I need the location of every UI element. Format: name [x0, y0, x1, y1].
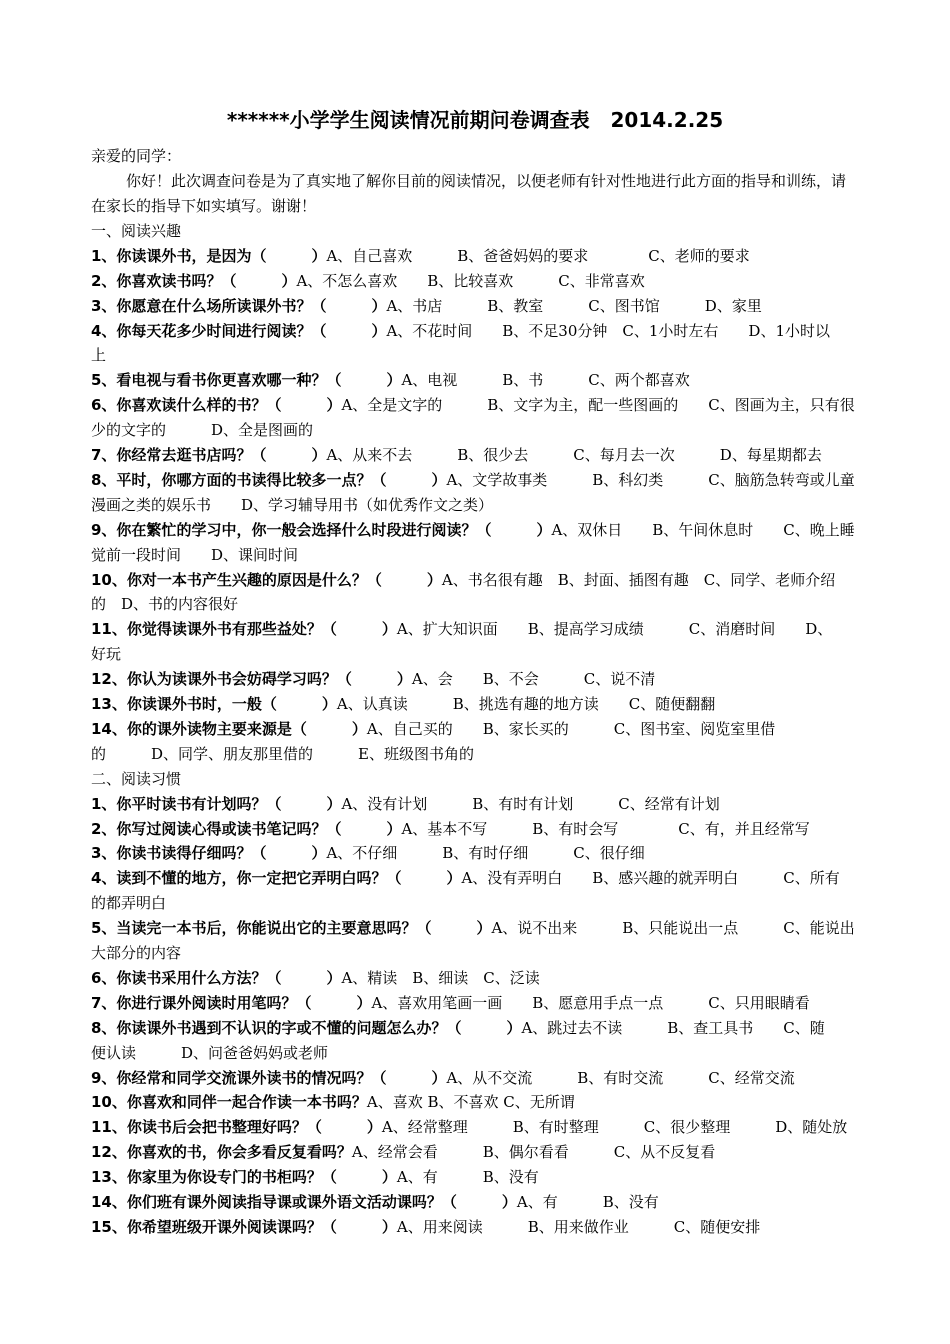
- answer-options: A、喜欢 B、不喜欢 C、无所谓: [366, 1093, 575, 1111]
- answer-options: A、基本不写 B、有时会写 C、有，并且经常写: [401, 820, 810, 838]
- question-continuation: [91, 495, 883, 515]
- greeting: 亲爱的同学：: [91, 147, 182, 165]
- question-text: 15、你希望班级开课外阅读课吗？（ ）: [91, 1218, 397, 1236]
- answer-options: A、用来阅读 B、用来做作业 C、随便安排: [396, 1218, 761, 1236]
- question-continuation: [91, 594, 883, 614]
- answer-options: A、经常整理 B、有时整理 C、很少整理 D、随处放: [381, 1118, 848, 1136]
- answer-options: 的 D、同学、朋友那里借的 E、班级图书角的: [91, 745, 474, 763]
- question-text: 4、读到不懂的地方，你一定把它弄明白吗？（ ）: [91, 869, 462, 887]
- question-text: 6、你喜欢读什么样的书？（ ）: [91, 396, 342, 414]
- question-line: [91, 619, 883, 639]
- answer-options: A、没有计划 B、有时有计划 C、经常有计划: [341, 795, 720, 813]
- question-line: [91, 719, 883, 739]
- question-line: [91, 246, 883, 266]
- answer-options: A、有 B、没有: [396, 1168, 539, 1186]
- answer-options: 便认读 D、问爸爸妈妈或老师: [91, 1044, 329, 1062]
- question-text: 1、你读课外书，是因为（ ）: [91, 247, 327, 265]
- question-text: 7、你经常去逛书店吗？（ ）: [91, 446, 327, 464]
- question-text: 9、你经常和同学交流课外读书的情况吗？（ ）: [91, 1069, 447, 1087]
- intro-line-2: 在家长的指导下如实填写。谢谢！: [91, 197, 317, 215]
- question-continuation: [91, 644, 883, 664]
- question-continuation: [91, 893, 883, 913]
- answer-options: A、文学故事类 B、科幻类 C、脑筋急转弯或儿童: [446, 471, 855, 489]
- question-text: 14、你们班有课外阅读指导课或课外语文活动课吗？（ ）: [91, 1193, 517, 1211]
- question-line: [91, 819, 883, 839]
- answer-options: A、跳过去不读 B、查工具书 C、随: [521, 1019, 825, 1037]
- question-continuation: [91, 345, 883, 365]
- answer-options: A、有 B、没有: [516, 1193, 659, 1211]
- question-text: 12、你喜欢的书，你会多看反复看吗？: [91, 1143, 352, 1161]
- answer-options: A、自己喜欢 B、爸爸妈妈的要求 C、老师的要求: [326, 247, 750, 265]
- answer-options: A、扩大知识面 B、提高学习成绩 C、消磨时间 D、: [396, 620, 833, 638]
- question-line: [91, 968, 883, 988]
- question-text: 8、你读课外书遇到不认识的字或不懂的问题怎么办？（ ）: [91, 1019, 522, 1037]
- question-text: 9、你在繁忙的学习中，你一般会选择什么时段进行阅读？（ ）: [91, 521, 552, 539]
- question-continuation: [91, 545, 883, 565]
- question-line: [91, 993, 883, 1013]
- answer-options: A、认真读 B、挑选有趣的地方读 C、随便翻翻: [336, 695, 716, 713]
- question-text: 5、看电视与看书你更喜欢哪一种？（ ）: [91, 371, 402, 389]
- question-line: [91, 296, 883, 316]
- answer-options: 少的文字的 D、全是图画的: [91, 421, 314, 439]
- question-continuation: [91, 744, 883, 764]
- question-line: [91, 1117, 883, 1137]
- question-text: 11、你读书后会把书整理好吗？（ ）: [91, 1118, 382, 1136]
- question-text: 5、当读完一本书后，你能说出它的主要意思吗？（ ）: [91, 919, 492, 937]
- answer-options: 的都弄明白: [91, 894, 167, 912]
- answer-options: A、电视 B、书 C、两个都喜欢: [401, 371, 690, 389]
- question-text: 10、你对一本书产生兴趣的原因是什么？（ ）: [91, 571, 442, 589]
- question-text: 7、你进行课外阅读时用笔吗？（ ）: [91, 994, 372, 1012]
- question-text: 2、你写过阅读心得或读书笔记吗？（ ）: [91, 820, 402, 838]
- answer-options: A、精读 B、细读 C、泛读: [341, 969, 540, 987]
- question-line: [91, 1142, 883, 1162]
- answer-options: A、不仔细 B、有时仔细 C、很仔细: [326, 844, 645, 862]
- question-line: [91, 868, 883, 888]
- question-continuation: [91, 943, 883, 963]
- answer-options: A、不怎么喜欢 B、比较喜欢 C、非常喜欢: [296, 272, 645, 290]
- question-text: 13、你家里为你设专门的书柜吗？（ ）: [91, 1168, 397, 1186]
- question-text: 8、平时，你哪方面的书读得比较多一点？（ ）: [91, 471, 447, 489]
- answer-options: 大部分的内容: [91, 944, 182, 962]
- answer-options: A、会 B、不会 C、说不清: [411, 670, 656, 688]
- answer-options: A、说不出来 B、只能说出一点 C、能说出: [491, 919, 855, 937]
- answer-options: A、不花时间 B、不足30分钟 C、1小时左右 D、1小时以: [386, 322, 830, 340]
- answer-options: 的 D、书的内容很好: [91, 595, 239, 613]
- question-text: 4、你每天花多少时间进行阅读？（ ）: [91, 322, 387, 340]
- answer-options: 漫画之类的娱乐书 D、学习辅导用书（如优秀作文之类）: [91, 496, 494, 514]
- question-continuation: [91, 1043, 883, 1063]
- question-continuation: [91, 420, 883, 440]
- intro-line-1: 你好！此次调查问卷是为了真实地了解你目前的阅读情况，以便老师有针对性地进行此方面的指导和训练，请: [126, 172, 847, 190]
- question-line: [91, 520, 883, 540]
- question-text: 10、你喜欢和同伴一起合作读一本书吗？: [91, 1093, 367, 1111]
- question-line: [91, 1068, 883, 1088]
- question-text: 6、你读书采用什么方法？（ ）: [91, 969, 342, 987]
- question-line: [91, 1167, 883, 1187]
- answer-options: A、双休日 B、午间休息时 C、晚上睡: [551, 521, 855, 539]
- question-line: [91, 843, 883, 863]
- question-line: [91, 669, 883, 689]
- answer-options: A、从不交流 B、有时交流 C、经常交流: [446, 1069, 795, 1087]
- question-text: 12、你认为读课外书会妨碍学习吗？（ ）: [91, 670, 412, 688]
- question-line: [91, 1217, 883, 1237]
- question-text: 3、你愿意在什么场所读课外书？（ ）: [91, 297, 387, 315]
- question-line: [91, 794, 883, 814]
- answer-options: A、书名很有趣 B、封面、插图有趣 C、同学、老师介绍: [441, 571, 836, 589]
- answer-options: A、没有弄明白 B、感兴趣的就弄明白 C、所有: [461, 869, 840, 887]
- question-line: [91, 1092, 883, 1112]
- question-text: 2、你喜欢读书吗？（ ）: [91, 272, 297, 290]
- answer-options: A、书店 B、教室 C、图书馆 D、家里: [386, 297, 762, 315]
- section-heading: 二、阅读习惯: [91, 770, 182, 788]
- question-line: [91, 470, 883, 490]
- question-line: [91, 1192, 883, 1212]
- question-line: [91, 370, 883, 390]
- answer-options: 上: [91, 346, 107, 364]
- question-text: 1、你平时读书有计划吗？（ ）: [91, 795, 342, 813]
- question-text: 14、你的课外读物主要来源是（ ）: [91, 720, 367, 738]
- question-line: [91, 321, 883, 341]
- answer-options: A、全是文字的 B、文字为主，配一些图画的 C、图画为主，只有很: [341, 396, 855, 414]
- page-title: ******小学学生阅读情况前期问卷调查表 2014.2.25: [226, 108, 724, 132]
- question-line: [91, 445, 883, 465]
- question-text: 11、你觉得读课外书有那些益处？（ ）: [91, 620, 397, 638]
- answer-options: 好玩: [91, 645, 122, 663]
- question-text: 3、你读书读得仔细吗？（ ）: [91, 844, 327, 862]
- answer-options: A、喜欢用笔画一画 B、愿意用手点一点 C、只用眼睛看: [371, 994, 810, 1012]
- section-heading: 一、阅读兴趣: [91, 222, 182, 240]
- answer-options: 觉前一段时间 D、课间时间: [91, 546, 299, 564]
- question-line: [91, 918, 883, 938]
- answer-options: A、经常会看 B、偶尔看看 C、从不反复看: [351, 1143, 716, 1161]
- answer-options: A、从来不去 B、很少去 C、每月去一次 D、每星期都去: [326, 446, 822, 464]
- question-line: [91, 1018, 883, 1038]
- answer-options: A、自己买的 B、家长买的 C、图书室、阅览室里借: [366, 720, 776, 738]
- question-text: 13、你读课外书时，一般（ ）: [91, 695, 337, 713]
- question-line: [91, 271, 883, 291]
- question-line: [91, 570, 883, 590]
- question-line: [91, 395, 883, 415]
- question-line: [91, 694, 883, 714]
